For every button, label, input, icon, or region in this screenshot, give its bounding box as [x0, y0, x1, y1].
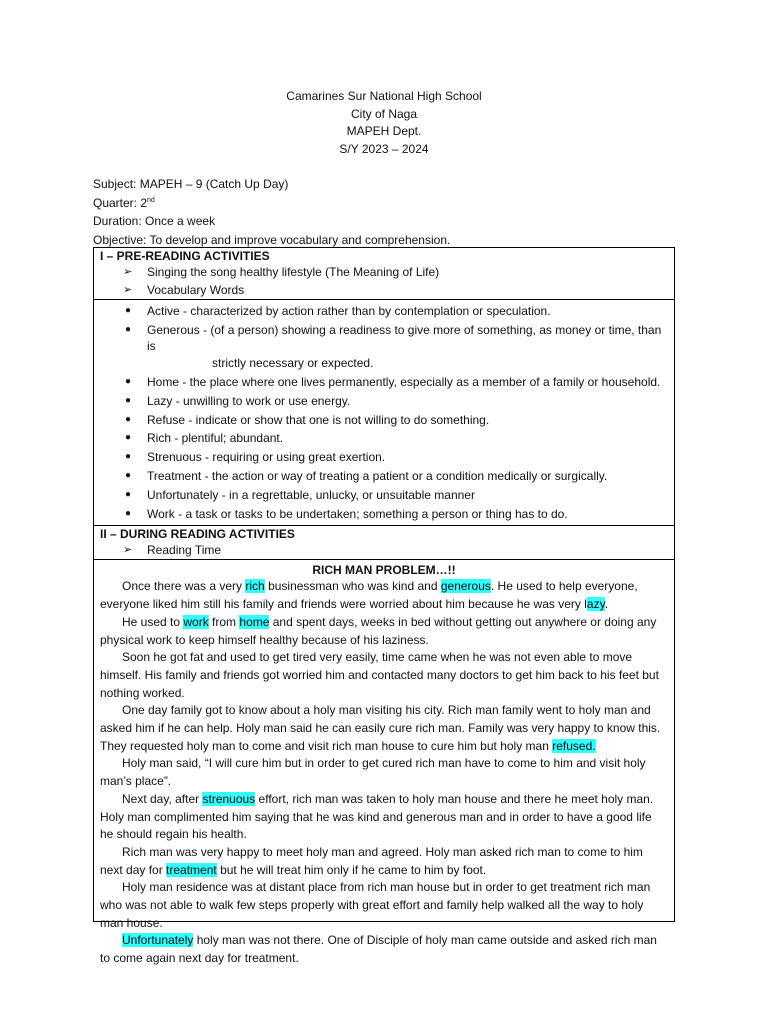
story-paragraph	[100, 578, 668, 613]
vocabulary-list	[94, 300, 674, 523]
highlight-home: home	[239, 614, 270, 629]
story-text: Once there was a very	[122, 579, 246, 594]
highlight-unfortunately: Unfortunately	[122, 933, 194, 948]
vocab-text: Active - characterized by action rather than by contemplation or speculation.	[147, 304, 551, 318]
quarter-line	[93, 194, 450, 213]
vocab-item	[94, 303, 674, 320]
school-name: Camarines Sur National High School	[286, 89, 482, 103]
lesson-table	[93, 247, 675, 966]
vocab-item	[94, 487, 674, 504]
table-divider	[94, 559, 674, 560]
duration-line: Duration: Once a week	[93, 214, 216, 228]
vocab-item	[94, 449, 674, 466]
vocab-text: Home - the place where one lives permanently, especially as a member of a family or household.	[147, 374, 661, 389]
vocab-item	[94, 430, 674, 447]
vocab-item	[94, 374, 674, 391]
arrow-bullet-icon: ➢	[123, 543, 133, 556]
vocab-text-continuation: strictly necessary or expected.	[212, 355, 374, 370]
story-paragraph	[100, 702, 668, 755]
list-item-text: Reading Time	[147, 542, 222, 557]
story-text: Rich man was very happy to meet holy man and agreed. Holy man asked rich man to come to him next day for	[100, 844, 643, 877]
lesson-meta	[93, 175, 450, 249]
vocab-text: Unfortunately - in a regrettable, unlucky, or unsuitable manner	[147, 488, 475, 503]
bullet-icon: ●	[125, 508, 132, 520]
bullet-icon: ●	[125, 323, 132, 335]
arrow-bullet-icon: ➢	[123, 283, 133, 296]
list-item-text: Singing the song healthy lifestyle (The Meaning of Life)	[147, 265, 440, 279]
highlight-rich: rich	[245, 579, 265, 594]
vocab-item	[94, 506, 674, 523]
list-item	[94, 542, 674, 560]
subject-line: Subject: MAPEH – 9 (Catch Up Day)	[93, 177, 289, 191]
story-text: effort, rich man was taken to holy man house and there he meet holy man. Holy man complimented him saying that he was kind and generous man and in order to have a good life he should regain his health.	[100, 791, 654, 842]
quarter-suffix: nd	[147, 196, 155, 204]
story-text: from	[208, 614, 240, 629]
pre-reading-list	[94, 264, 674, 299]
bullet-icon: ●	[125, 305, 132, 316]
list-item	[94, 282, 674, 300]
highlight-generous: generous	[440, 579, 491, 594]
bullet-icon: ●	[125, 432, 132, 444]
list-item-text: Vocabulary Words	[147, 282, 245, 297]
highlight-treatment: treatment	[166, 862, 217, 877]
story-text: and spent days, weeks in bed without getting out anywhere or doing any physical work to keep himself healthy because of his laziness.	[100, 614, 657, 647]
story-text: holy man was not there. One of Disciple of holy man came outside and asked rich man to come again next day for treatment.	[100, 933, 657, 966]
section-pre-reading-title: I – PRE-READING ACTIVITIES	[100, 249, 270, 263]
story-text: . He used to help everyone, everyone liked him still his family and friends were worried about him because he was very l	[100, 579, 638, 612]
vocab-text: Generous - (of a person) showing a readiness to give more of something, as money or time, than is	[147, 322, 662, 354]
document-header	[0, 88, 768, 158]
vocab-item	[94, 468, 674, 485]
list-item	[94, 264, 674, 282]
bullet-icon: ●	[125, 375, 132, 387]
story-paragraph: Holy man residence was at distant place from rich man house but in order to get treatment rich man who was not able to walk few steps properly with great effort and family help walked all the way to holy man house.	[100, 880, 651, 930]
during-reading-list	[94, 542, 674, 560]
vocab-text: Treatment - the action or way of treating a patient or a condition medically or surgically.	[147, 469, 608, 484]
vocab-text: Rich - plentiful; abundant.	[147, 431, 284, 446]
story-paragraph: Holy man said, “I will cure him but in order to get cured rich man have to come to him and visit holy man’s place”.	[100, 756, 646, 789]
story-paragraph	[100, 791, 668, 844]
bullet-icon: ●	[125, 470, 132, 482]
story-paragraph	[100, 844, 668, 879]
bullet-icon: ●	[125, 413, 132, 425]
highlight-work: work	[183, 614, 209, 629]
bullet-icon: ●	[125, 451, 132, 463]
story-body	[94, 578, 674, 967]
vocab-text: Work - a task or tasks to be undertaken; something a person or thing has to do.	[147, 507, 568, 522]
school-year: S/Y 2023 – 2024	[339, 141, 429, 156]
section-during-reading-title: II – DURING READING ACTIVITIES	[100, 526, 295, 541]
story-text: He used to	[122, 614, 184, 629]
vocab-text: Lazy - unwilling to work or use energy.	[147, 393, 351, 408]
vocab-text: Strenuous - requiring or using great exertion.	[147, 450, 386, 465]
story-title: RICH MAN PROBLEM…!!	[312, 563, 456, 578]
objective-line: Objective: To develop and improve vocabulary and comprehension.	[93, 232, 451, 247]
vocab-item	[94, 412, 674, 429]
quarter-label: Quarter: 2	[93, 195, 148, 210]
story-text: Next day, after	[122, 791, 203, 806]
story-text: businessman who was kind and	[264, 579, 441, 594]
city-name: City of Naga	[350, 106, 418, 121]
vocab-item	[94, 322, 674, 372]
story-paragraph	[100, 932, 668, 967]
department-name: MAPEH Dept.	[346, 124, 422, 138]
bullet-icon: ●	[125, 394, 132, 406]
story-text: .	[604, 597, 609, 612]
story-paragraph: Soon he got fat and used to get tired very easily, time came when he was not even able to move himself. His family and friends got worried him and contacted many doctors to get him back to his feet but nothing worked.	[100, 650, 659, 700]
story-paragraph	[100, 614, 668, 649]
vocab-item	[94, 393, 674, 410]
story-text: but he will treat him only if he came to him by foot.	[216, 862, 487, 877]
highlight-lazy: azy	[586, 597, 605, 612]
vocab-text: Refuse - indicate or show that one is not willing to do something.	[147, 412, 490, 427]
arrow-bullet-icon: ➢	[123, 266, 133, 278]
highlight-refused: refused.	[552, 738, 596, 753]
story-text: One day family got to know about a holy man visiting his city. Rich man family went to holy man and asked him if he can help. Holy man said he can easily cure rich man. Family was very happy to know this. They requested holy man to come and visit rich man house to cure him but holy man	[100, 703, 661, 753]
highlight-strenuous: strenuous	[202, 791, 256, 806]
bullet-icon: ●	[125, 489, 132, 501]
